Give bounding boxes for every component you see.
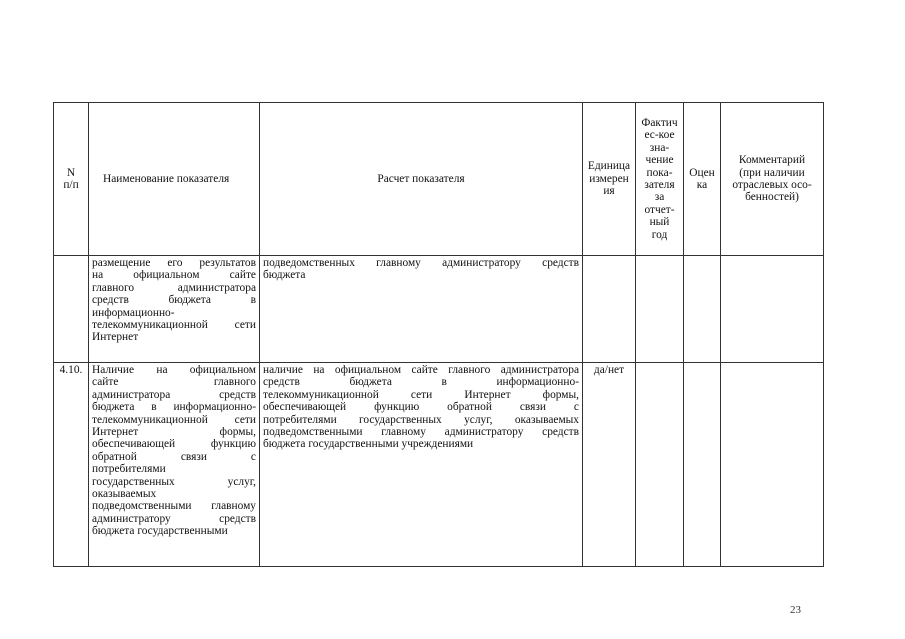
- row-comment: [721, 363, 824, 567]
- text-line: обеспечивающей функцию: [92, 438, 256, 451]
- text-line: обеспечивающей функцию обратной связи с: [263, 401, 579, 414]
- row-name: [89, 256, 260, 363]
- text-line: бюджета государственными: [92, 525, 228, 538]
- text-line: подведомственными главному администратору средств: [263, 426, 579, 439]
- text-line: телекоммуникационной сети: [92, 413, 256, 426]
- text-line: Интернет: [92, 331, 139, 344]
- table-row: [54, 363, 824, 567]
- header-unit: Единица измерен ия: [583, 103, 636, 256]
- text-line: администратору средств: [92, 512, 256, 525]
- text-line: подведомственных главному администратору средств: [263, 257, 579, 269]
- text-line: на официальном сайте: [92, 269, 256, 282]
- row-actual: [636, 256, 684, 363]
- table-row: [54, 256, 824, 363]
- row-calc: [260, 256, 583, 363]
- text-line: потребителями: [92, 463, 166, 476]
- text-line: бюджета в информационно-: [92, 401, 256, 414]
- row-num: 4.10.: [54, 363, 89, 567]
- text-line: подведомственными главному: [92, 500, 256, 513]
- text-line: информационно-: [92, 306, 175, 319]
- header-score: Оцен ка: [684, 103, 721, 256]
- text-line: Наличие на официальном: [92, 364, 256, 376]
- table-header-row: [54, 103, 824, 256]
- text-line: главного администратора: [92, 281, 256, 294]
- row-calc: [260, 363, 583, 567]
- text-line: Интернет формы,: [92, 426, 256, 439]
- text-line: телекоммуникационной сети: [92, 319, 256, 332]
- row-unit: [583, 256, 636, 363]
- text-line: средств бюджета в информационно-: [263, 376, 579, 389]
- text-line: оказываемых: [92, 488, 157, 501]
- row-comment: [721, 256, 824, 363]
- indicators-table: [53, 102, 824, 567]
- header-comment: Комментарий (при наличии отраслевых осо- бенностей): [721, 103, 824, 256]
- row-num: [54, 256, 89, 363]
- text-line: потребителями государственных услуг, оказываемых: [263, 413, 579, 426]
- row-score: [684, 363, 721, 567]
- text-line: телекоммуникационной сети Интернет формы,: [263, 388, 579, 401]
- text-line: сайте главного: [92, 376, 256, 389]
- header-name: Наименование показателя: [89, 103, 260, 256]
- page-number: 23: [790, 604, 801, 616]
- row-actual: [636, 363, 684, 567]
- text-line: государственных услуг,: [92, 475, 256, 488]
- text-line: наличие на официальном сайте главного администратора: [263, 364, 579, 376]
- text-line: бюджета государственными учреждениями: [263, 438, 474, 451]
- text-line: средств бюджета в: [92, 294, 256, 307]
- row-unit: да/нет: [583, 363, 636, 567]
- text-line: бюджета: [263, 269, 306, 282]
- header-actual: Фактич ес-кое зна- чение пока- зателя за отчет- ный год: [636, 103, 684, 256]
- text-line: администратора средств: [92, 388, 256, 401]
- header-num: N п/п: [54, 103, 89, 256]
- row-name: [89, 363, 260, 567]
- text-line: размещение его результатов: [92, 257, 256, 269]
- text-line: обратной связи с: [92, 450, 256, 463]
- header-calc: Расчет показателя: [260, 103, 583, 256]
- row-score: [684, 256, 721, 363]
